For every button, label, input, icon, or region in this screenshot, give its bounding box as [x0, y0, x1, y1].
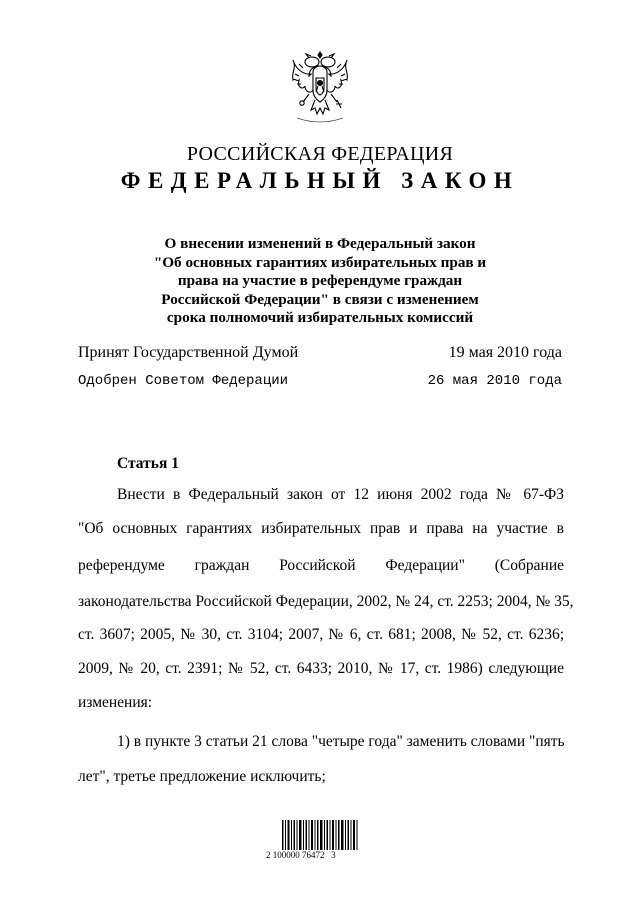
- adopted-by-duma-label: Принят Государственной Думой: [78, 344, 299, 361]
- title-line: права на участие в референдуме граждан: [177, 272, 463, 289]
- article-text-line: Внести в Федеральный закон от 12 июня 2002 года № 67-ФЗ: [117, 486, 564, 503]
- title-line: О внесении изменений в Федеральный закон: [164, 235, 476, 252]
- document-type-heading: ФЕДЕРАЛЬНЫЙ ЗАКОН: [120, 168, 520, 193]
- approved-by-council-label: Одобрен Советом Федерации: [78, 373, 289, 389]
- adopted-by-duma-date: 19 мая 2010 года: [448, 344, 562, 361]
- article-heading: Статья 1: [117, 455, 179, 472]
- article-text-line: ст. 3607; 2005, № 30, ст. 3104; 2007, № 6, ст. 681; 2008, № 52, ст. 6236;: [78, 626, 564, 643]
- coat-of-arms-emblem: [289, 48, 351, 128]
- barcode-digits: 2 100000 76472: [266, 850, 325, 860]
- article-text-line: законодательства Российской Федерации, 2002, № 24, ст. 2253; 2004, № 35,: [78, 593, 574, 610]
- barcode: [282, 816, 358, 854]
- amendment-item-line: 1) в пункте 3 статьи 21 слова "четыре года" заменить словами "пять: [117, 733, 565, 750]
- article-text-line: "Об основных гарантиях избирательных прав и права на участие в: [78, 520, 564, 537]
- law-title: [0, 235, 640, 328]
- barcode-number: [266, 850, 386, 860]
- article-text-line: референдуме граждан Российской Федерации" (Собрание: [78, 557, 564, 574]
- title-line: Российской Федерации" в связи с изменением: [161, 290, 479, 308]
- approved-by-council-date: 26 мая 2010 года: [427, 373, 562, 389]
- barcode-check-digit: 3: [331, 850, 336, 860]
- article-text-line: 2009, № 20, ст. 2391; № 52, ст. 6433; 2010, № 17, ст. 1986) следующие: [78, 660, 564, 677]
- country-heading: РОССИЙСКАЯ ФЕДЕРАЦИЯ: [186, 143, 454, 165]
- title-line: срока полномочий избирательных комиссий: [166, 309, 474, 326]
- article-text-line: изменения:: [78, 694, 153, 711]
- title-line: "Об основных гарантиях избирательных прав и: [153, 253, 487, 271]
- amendment-item-line: лет", третье предложение исключить;: [78, 768, 326, 785]
